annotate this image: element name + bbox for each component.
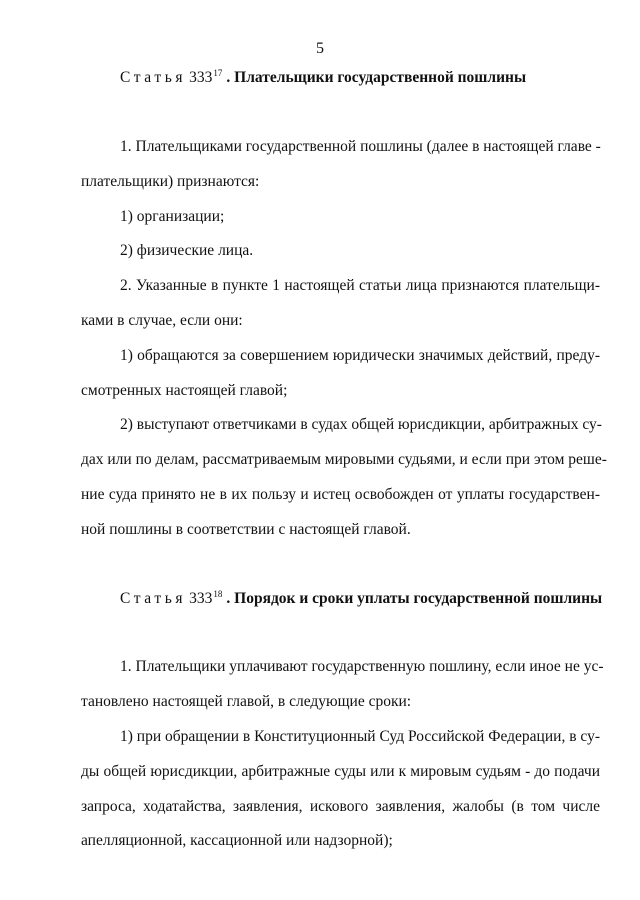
- article-superscript: 18: [213, 589, 223, 599]
- article-superscript: 17: [213, 68, 223, 78]
- text-line: 2. Указанные в пункте 1 настоящей статьи лица признаются плательщи-: [120, 277, 600, 294]
- text-line: смотренных настоящей главой;: [81, 382, 288, 399]
- text-line: 1. Плательщики уплачивают государственную пошлину, если иное не ус-: [120, 658, 604, 675]
- text-line: ние суда принято не в их пользу и истец освобожден от уплаты государствен-: [81, 486, 600, 503]
- article-prefix: Статья: [120, 590, 187, 607]
- article-number: 333: [189, 69, 213, 86]
- text-line: плательщики) признаются:: [81, 173, 260, 190]
- article-number: 333: [189, 590, 213, 607]
- page-number: 5: [316, 40, 324, 57]
- article-dot: .: [226, 590, 231, 607]
- text-line: 2) физические лица.: [120, 242, 254, 259]
- article-dot: .: [226, 69, 231, 86]
- article-title: Порядок и сроки уплаты государственной пошлины: [234, 590, 603, 607]
- text-line: 1. Плательщиками государственной пошлины (далее в настоящей главе -: [120, 138, 601, 155]
- article-heading-333-17: [120, 68, 600, 87]
- text-line: ды общей юрисдикции, арбитражные суды или к мировым судьям - до подачи: [81, 763, 600, 780]
- article-prefix: Статья: [120, 69, 187, 86]
- text-line: дах или по делам, рассматриваемым мировыми судьями, и если при этом реше-: [81, 451, 607, 468]
- text-line: апелляционной, кассационной или надзорной);: [81, 832, 393, 849]
- article-heading-333-18: [120, 589, 603, 608]
- article-title: Плательщики государственной пошлины: [234, 69, 527, 86]
- text-line: 1) обращаются за совершением юридически значимых действий, преду-: [120, 347, 600, 364]
- text-line: ками в случае, если они:: [81, 312, 243, 329]
- text-line: 2) выступают ответчиками в судах общей юрисдикции, арбитражных су-: [120, 416, 602, 433]
- text-line: 1) организации;: [120, 208, 225, 225]
- text-line: тановлено настоящей главой, в следующие сроки:: [81, 693, 412, 710]
- text-line: 1) при обращении в Конституционный Суд Российской Федерации, в су-: [120, 728, 600, 745]
- text-line: ной пошлины в соответствии с настоящей главой.: [81, 521, 411, 538]
- text-line: запроса, ходатайства, заявления, искового заявления, жалобы (в том числе: [81, 798, 600, 815]
